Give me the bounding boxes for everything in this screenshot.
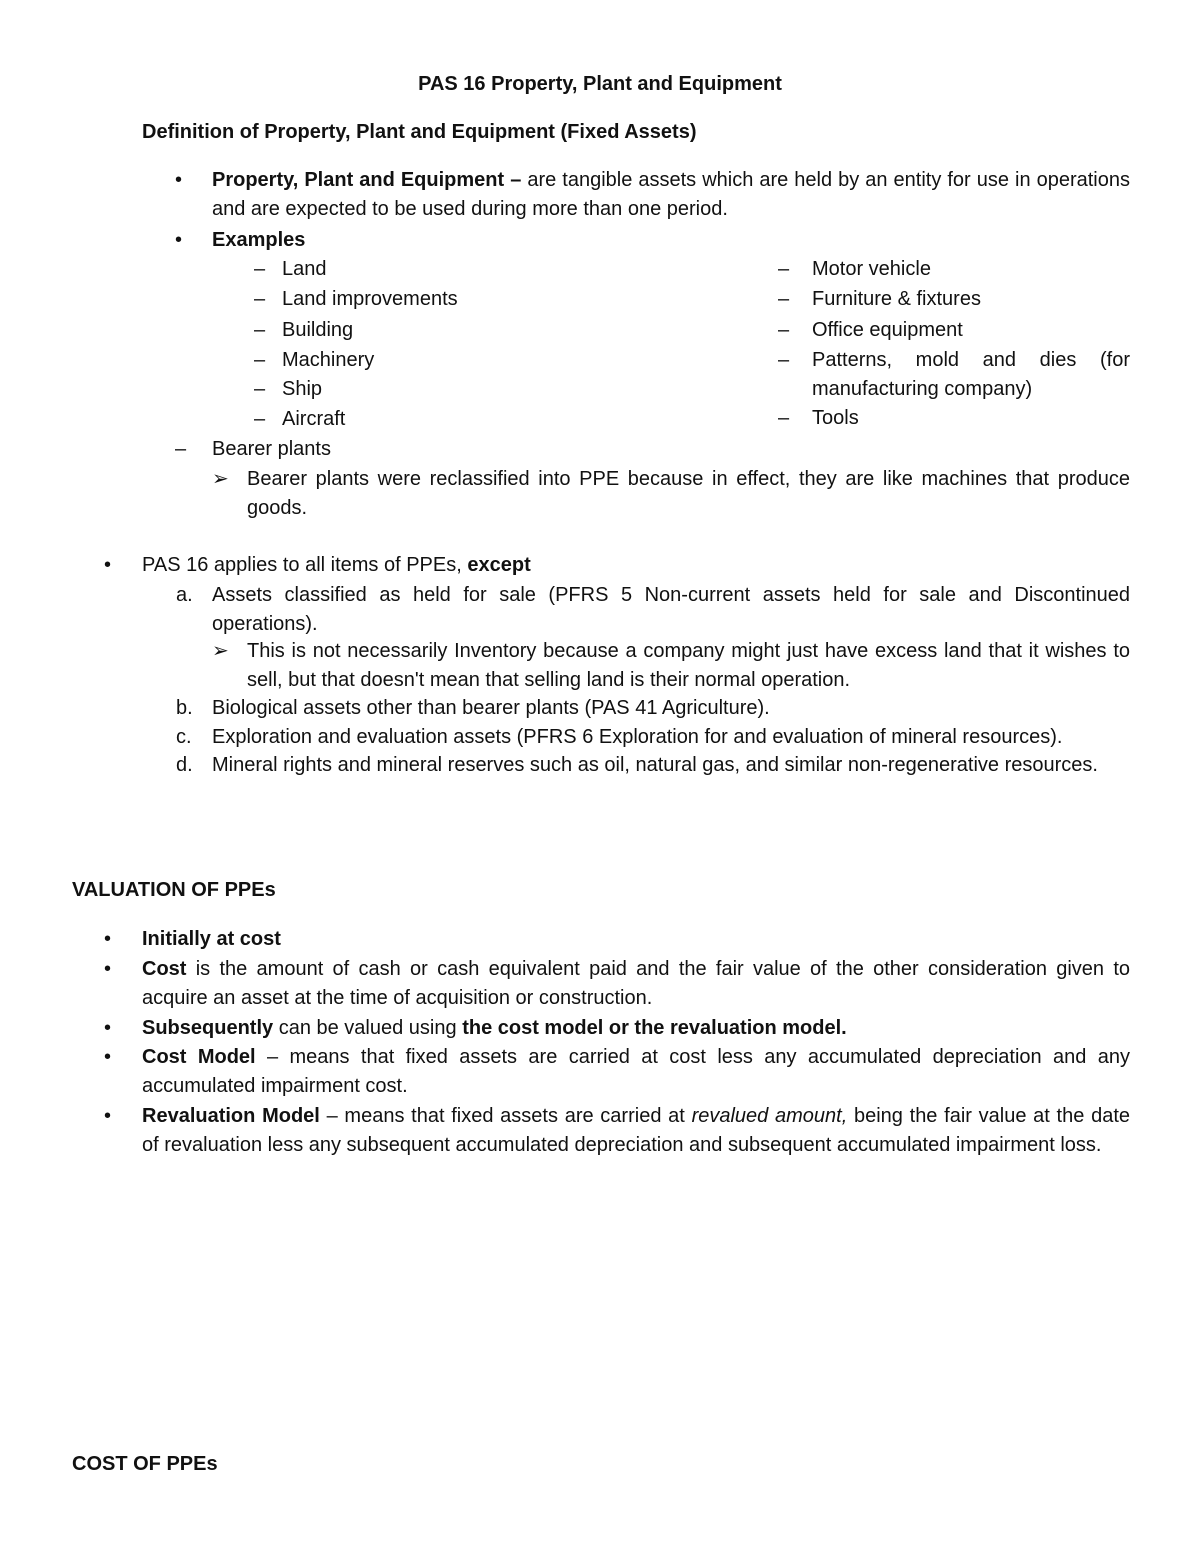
scope-item: Biological assets other than bearer plants (PAS 41 Agriculture). — [212, 697, 770, 719]
revaluation-model-text: – means that fixed assets are carried at — [326, 1105, 685, 1127]
cost-model-term: Cost Model — [142, 1046, 256, 1068]
cost-definition — [142, 955, 1130, 1013]
dash-icon: – — [254, 288, 266, 310]
subsequently-line — [142, 1014, 1130, 1043]
page-title: PAS 16 Property, Plant and Equipment — [418, 73, 782, 95]
revalued-amount: revalued amount, — [691, 1105, 848, 1127]
example-item: Land improvements — [282, 288, 458, 310]
example-item: Furniture & fixtures — [812, 288, 981, 310]
dash-icon: – — [254, 319, 266, 341]
ppe-text: are tangible assets which are held by an entity for use in operations and are expected to be used during more than one period. — [212, 169, 1130, 220]
bullet-icon: • — [104, 1046, 112, 1068]
cost-term: Cost — [142, 958, 187, 980]
initially-at-cost: Initially at cost — [142, 928, 281, 950]
valuation-heading: VALUATION OF PPEs — [72, 879, 276, 901]
bullet-icon: • — [104, 1105, 112, 1127]
arrow-bullet-icon: ➢ — [212, 640, 229, 662]
definition-heading: Definition of Property, Plant and Equipment (Fixed Assets) — [142, 121, 697, 143]
example-item: Motor vehicle — [812, 258, 931, 280]
bullet-icon: • — [104, 1017, 112, 1039]
dash-icon: – — [778, 407, 790, 429]
dash-icon: – — [778, 258, 790, 280]
list-marker: d. — [176, 754, 193, 776]
bullet-icon: • — [104, 928, 112, 950]
revaluation-model-definition — [142, 1102, 1130, 1160]
bullet-icon: • — [175, 229, 183, 251]
bearer-plants-note: Bearer plants were reclassified into PPE because in effect, they are like machines that produce goods. — [247, 468, 1130, 519]
example-item: Office equipment — [812, 319, 963, 341]
bullet-icon: • — [104, 958, 112, 980]
list-marker: a. — [176, 584, 193, 606]
cost-text: is the amount of cash or cash equivalent paid and the fair value of the other consideration given to acquire an asset at the time of acquisition or construction. — [142, 958, 1130, 1009]
subsequently-term: Subsequently — [142, 1017, 274, 1039]
example-item: Machinery — [282, 349, 375, 371]
dash-icon: – — [254, 258, 266, 280]
subsequently-text: can be valued using — [278, 1017, 457, 1039]
list-marker: c. — [176, 726, 192, 748]
ppe-term: Property, Plant and Equipment – — [212, 169, 522, 191]
scope-intro-except: except — [467, 554, 531, 576]
dash-icon: – — [778, 288, 790, 310]
scope-item: Exploration and evaluation assets (PFRS 6 Exploration for and evaluation of mineral resources). — [212, 726, 1063, 748]
scope-intro-text: PAS 16 applies to all items of PPEs, — [142, 554, 462, 576]
examples-label: Examples — [212, 229, 306, 251]
dash-icon: – — [254, 408, 266, 430]
example-item: Building — [282, 319, 354, 341]
dash-icon: – — [778, 319, 790, 341]
subsequently-models: the cost model or the revaluation model. — [462, 1017, 847, 1039]
example-item: Ship — [282, 378, 323, 400]
example-item: Patterns, mold and dies (for manufacturing company) — [812, 349, 1130, 400]
revaluation-model-text-2: being the fair value at the date of revaluation less any subsequent accumulated depreciation and subsequent accumulated impairment loss. — [142, 1105, 1130, 1156]
example-item: Land — [282, 258, 327, 280]
bullet-icon: • — [175, 169, 183, 191]
scope-note-a: This is not necessarily Inventory because a company might just have excess land that it wishes to sell, but that doesn't mean that selling land is their normal operation. — [247, 640, 1130, 691]
dash-icon: – — [778, 349, 790, 371]
bullet-icon: • — [104, 554, 112, 576]
example-item: Aircraft — [282, 408, 346, 430]
bearer-plants-label: Bearer plants — [212, 438, 331, 460]
scope-item: Mineral rights and mineral reserves such as oil, natural gas, and similar non-regenerative resources. — [212, 754, 1098, 776]
list-marker: b. — [176, 697, 193, 719]
arrow-bullet-icon: ➢ — [212, 468, 229, 490]
cost-of-ppes-heading: COST OF PPEs — [72, 1453, 218, 1475]
scope-item: Assets classified as held for sale (PFRS 5 Non-current assets held for sale and Discontinued operations). — [212, 584, 1130, 635]
dash-icon: – — [254, 349, 266, 371]
cost-model-text: – means that fixed assets are carried at cost less any accumulated depreciation and any accumulated impairment cost. — [142, 1046, 1130, 1097]
ppe-definition — [212, 166, 1130, 224]
cost-model-definition — [142, 1043, 1130, 1101]
dash-icon: – — [175, 438, 187, 460]
revaluation-model-term: Revaluation Model — [142, 1105, 320, 1127]
example-item: Tools — [812, 407, 859, 429]
dash-icon: – — [254, 378, 266, 400]
scope-intro — [142, 551, 531, 580]
